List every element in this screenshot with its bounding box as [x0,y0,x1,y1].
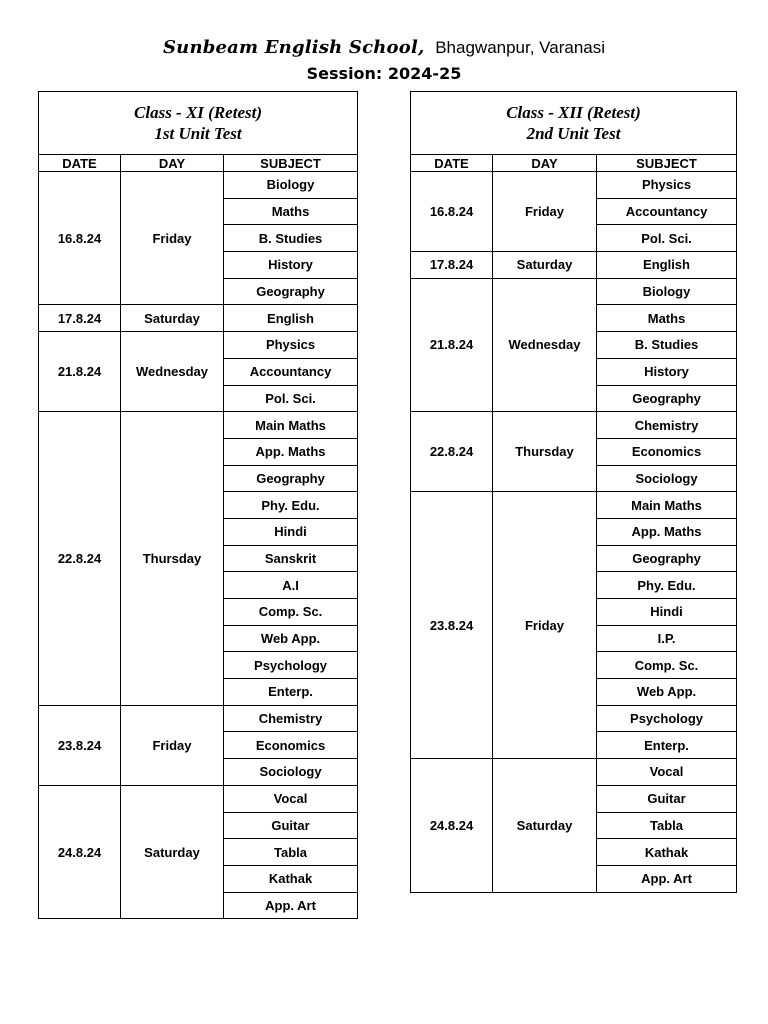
date-cell: 21.8.24 [39,332,121,412]
subject-cell: Sociology [597,465,737,492]
subject-cell: Enterp. [597,732,737,759]
day-cell: Wednesday [121,332,224,412]
subject-cell: History [224,252,358,279]
subject-cell: Web App. [224,625,358,652]
subject-cell: Maths [597,305,737,332]
subject-cell: App. Maths [224,438,358,465]
subject-cell: Vocal [224,785,358,812]
date-cell: 23.8.24 [411,492,493,759]
subject-cell: I.P. [597,625,737,652]
date-cell: 16.8.24 [39,172,121,305]
subject-cell: Chemistry [597,412,737,439]
table-row [411,278,737,305]
date-cell: 24.8.24 [39,785,121,918]
subject-cell: Comp. Sc. [597,652,737,679]
subject-cell: Hindi [224,518,358,545]
caption-row [39,92,358,155]
subject-cell: A.I [224,572,358,599]
column-header-day: DAY [493,155,597,172]
subject-cell: Psychology [224,652,358,679]
subject-cell: Accountancy [224,358,358,385]
subject-cell: B. Studies [597,332,737,359]
day-cell: Saturday [493,252,597,279]
subject-cell: Economics [597,438,737,465]
date-cell: 17.8.24 [39,305,121,332]
subject-cell: B. Studies [224,225,358,252]
table-row [39,305,358,332]
table-row [411,172,737,199]
subject-cell: Kathak [597,839,737,866]
table-caption [411,92,737,155]
table-row [39,332,358,359]
caption-test: 1st Unit Test [154,124,242,143]
caption-class: Class - XI (Retest) [134,103,262,122]
column-header-date: DATE [411,155,493,172]
column-header-subject: SUBJECT [597,155,737,172]
subject-cell: Hindi [597,599,737,626]
subject-cell: Comp. Sc. [224,599,358,626]
caption-row [411,92,737,155]
subject-cell: Geography [224,278,358,305]
caption-test: 2nd Unit Test [526,124,621,143]
subject-cell: Pol. Sci. [597,225,737,252]
timetable-body [411,172,737,893]
day-cell: Friday [121,705,224,785]
caption-class: Class - XII (Retest) [506,103,641,122]
date-cell: 17.8.24 [411,252,493,279]
subject-cell: Chemistry [224,705,358,732]
timetable-body [39,172,358,919]
subject-cell: App. Art [597,865,737,892]
day-cell: Saturday [121,785,224,918]
table-row [39,785,358,812]
school-location: Bhagwanpur, Varanasi [435,38,606,57]
subject-cell: English [224,305,358,332]
subject-cell: Geography [224,465,358,492]
subject-cell: Physics [224,332,358,359]
subject-cell: Tabla [597,812,737,839]
day-cell: Saturday [121,305,224,332]
subject-cell: Tabla [224,839,358,866]
column-header-row [39,155,358,172]
table-row [411,252,737,279]
subject-cell: Accountancy [597,198,737,225]
column-header-date: DATE [39,155,121,172]
day-cell: Friday [493,172,597,252]
table-row [411,412,737,439]
table-caption [39,92,358,155]
title-line [0,36,768,60]
day-cell: Friday [493,492,597,759]
subject-cell: Kathak [224,865,358,892]
subject-cell: Psychology [597,705,737,732]
date-cell: 22.8.24 [411,412,493,492]
page-header [0,36,768,88]
day-cell: Thursday [121,412,224,706]
subject-cell: Biology [224,172,358,199]
subject-cell: App. Maths [597,518,737,545]
subject-cell: English [597,252,737,279]
session-label: Session: 2024-25 [306,64,462,83]
day-cell: Friday [121,172,224,305]
subject-cell: Geography [597,545,737,572]
subject-cell: Enterp. [224,679,358,706]
class-xi-timetable [38,91,358,919]
date-cell: 22.8.24 [39,412,121,706]
column-header-row [411,155,737,172]
date-cell: 23.8.24 [39,705,121,785]
subject-cell: Sanskrit [224,545,358,572]
day-cell: Saturday [493,759,597,892]
subject-cell: Sociology [224,759,358,786]
table-row [39,412,358,439]
subject-cell: Main Maths [224,412,358,439]
date-cell: 16.8.24 [411,172,493,252]
subject-cell: Economics [224,732,358,759]
subject-cell: Biology [597,278,737,305]
table-row [411,492,737,519]
subject-cell: App. Art [224,892,358,919]
subject-cell: Phy. Edu. [224,492,358,519]
subject-cell: Main Maths [597,492,737,519]
subject-cell: Web App. [597,679,737,706]
subject-cell: Maths [224,198,358,225]
day-cell: Thursday [493,412,597,492]
subject-cell: Physics [597,172,737,199]
subject-cell: Phy. Edu. [597,572,737,599]
class-xii-timetable [410,91,737,893]
table-row [39,705,358,732]
day-cell: Wednesday [493,278,597,411]
school-name: Sunbeam English School, [162,37,425,58]
subject-cell: Guitar [224,812,358,839]
date-cell: 24.8.24 [411,759,493,892]
subject-cell: Pol. Sci. [224,385,358,412]
column-header-day: DAY [121,155,224,172]
table-row [411,759,737,786]
subject-cell: Geography [597,385,737,412]
column-header-subject: SUBJECT [224,155,358,172]
table-row [39,172,358,199]
subject-cell: History [597,358,737,385]
subject-cell: Vocal [597,759,737,786]
subject-cell: Guitar [597,785,737,812]
date-cell: 21.8.24 [411,278,493,411]
